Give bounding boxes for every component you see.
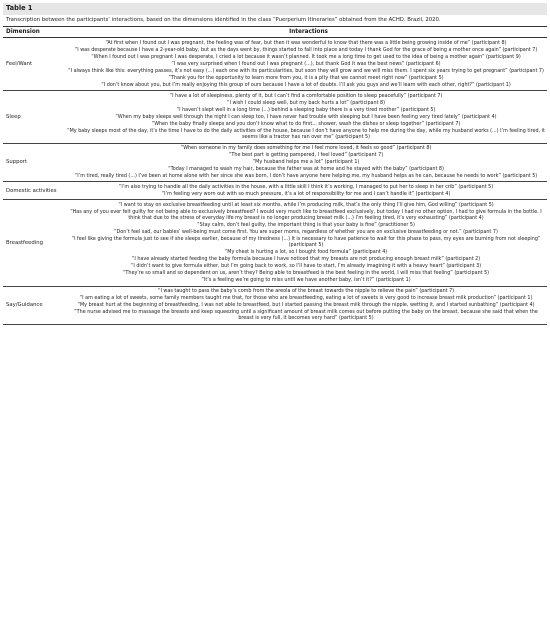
interactions-cell <box>67 91 547 142</box>
interaction-quote: “My baby sleeps most of the day, it’s the time I have to do the daily activities of the house, because I don’t have anyone to help me during the day, while my husband works (...) I’m feeling tired, it seems like a tractor has ran over me” (participant 5) <box>67 127 545 140</box>
interaction-quote: “I wish I could sleep well, but my back hurts a lot” (participant 8) <box>226 99 386 106</box>
interaction-quote: “It’s a feeling we’re going to miss until we have another baby, isn’t it?” (participant 1) <box>201 277 411 284</box>
interaction-quote: “Today I managed to wash my hair, because the father was at home and he stayed with the baby” (participant 8) <box>168 165 444 172</box>
interactions-cell <box>67 182 547 199</box>
interaction-quote: “When someone in my family does something for me I feel more loved, it feels so good” (participant 8) <box>180 144 432 151</box>
table-label: Table 1 <box>3 3 547 15</box>
interaction-quote: “I feel like giving the formula just to see if she sleeps earlier, because of my tiredness (...) It is necessary to have patience to wait for this phase to pass, my eyes are burning from not sleeping” (participant 5) <box>71 236 541 249</box>
interaction-quote: “I don’t know about you, but I’m really enjoying this group of ours because I have a lot of doubts. I’ll ask you guys and we’ll learn with each other, right?” (participant 1) <box>101 81 511 88</box>
interactions-cell <box>67 287 547 324</box>
dimension-cell: Say/Guidance <box>6 302 43 309</box>
interaction-quote: “When I found out I was pregnant I was desperate, I cried a lot because it wasn’t planned. It took me a long time to get used to the idea of being a mother again” (participant 9) <box>91 53 521 60</box>
interaction-quote: “Don’t feel sad, our babies’ well-being must come first. You are super moms, regardless of whether you are on exclusive breastfeeding or not.” (participant 7) <box>114 229 498 236</box>
interaction-quote: “My breast hurt at the beginning of breastfeeding, I was not able to breastfeed, but I started passing the breast milk through the nipple, wetting it, and I started sunbathing” (participant 4) <box>77 302 535 309</box>
interaction-quote: “I’m also trying to handle all the daily activities in the house, with a little skill I think it’s working, I managed to put her to sleep in her crib” (participant 5) <box>118 183 494 190</box>
interaction-quote: “I have a lot of sleepiness, plenty of it, but I can’t find a comfortable position to sleep peacefully” (participant 7) <box>169 92 443 99</box>
interactions-cell <box>67 38 547 90</box>
interaction-quote: “My chest is hurting a lot, so I bought food formula” (participant 4) <box>224 249 388 256</box>
interaction-quote: “Stay calm, don’t feel guilty, the important thing is that your baby is fine” (practitioner 5) <box>197 222 415 229</box>
interaction-quote: “I’m feeling very worn out with so much pressure, it’s a lot of responsibility for me and I can’t handle it” (participant 4) <box>161 190 451 197</box>
dimension-cell: Domestic activities <box>6 187 57 194</box>
interaction-quote: “When my baby sleeps well through the night I can sleep too, I have never had trouble with sleeping but I have been feeling very tired lately” (participant 4) <box>115 113 497 120</box>
dimension-cell: Feel/Want <box>6 60 33 67</box>
interaction-quote: “When the baby finally sleeps and you don’t know what to do first... shower, wash the dishes or sleep together” (participant 7) <box>151 120 461 127</box>
table-row <box>3 91 547 143</box>
interaction-quote: “Has any of you ever felt guilty for not being able to exclusively breastfeed? I would very much like to breastfeed exclusively, but today I had no other option, I had to give formula in the bottle. I think that due to the stress of everyday life my breast is no longer producing breast milk (...) I’m feeling tired, it’s very exhausting” (participant 4) <box>70 208 542 222</box>
interaction-quote: “I haven’t slept well in a long time (...) behind a sleeping baby there is a very tired mother” (participant 5) <box>176 106 436 113</box>
interaction-quote: “I was taught to pass the baby’s comb from the areola of the breast towards the nipple to relieve the pain” (participant 7) <box>157 288 455 295</box>
interaction-quote: “The best part is getting pampered, I feel loved” (participant 7) <box>228 151 384 158</box>
interactions-cell <box>67 144 547 182</box>
interaction-quote: “I want to stay on exclusive breastfeeding until at least six months, while I’m producing milk, that’s the only thing I’ll give him, God willing” (participant 5) <box>118 201 494 208</box>
interaction-quote: “At first when I found out I was pregnant, the feeling was of fear, but then it was wonderful to know that there was a little being growing inside of me” (participant 8) <box>105 39 507 46</box>
interaction-quote: “They’re so small and so dependent on us, aren’t they? Being able to breastfeed is the best feeling in the world, I will miss that feeling” (participant 5) <box>122 270 490 277</box>
interaction-quote: “My husband helps me a lot” (participant 1) <box>252 158 360 165</box>
interaction-quote: “Thank you for the opportunity to learn more from you, it is a pity that we cannot meet right now” (participant 5) <box>168 74 444 81</box>
interaction-quote: “The nurse advised me to massage the breasts and keep squeezing until a significant amount of breast milk comes out before putting the baby on the breast, because she said that when the breast is very full, it becomes very hard” (participant 5) <box>74 309 538 322</box>
table-row <box>3 144 547 183</box>
table-row <box>3 182 547 200</box>
table-header <box>3 27 547 38</box>
header-interactions: Interactions <box>289 29 328 36</box>
dimension-cell: Support <box>6 159 27 166</box>
table-row <box>3 38 547 91</box>
header-dimension: Dimension <box>6 29 40 36</box>
interaction-quote: “I have already started feeding the baby formula because I have noticed that my breasts are not producing enough breast milk” (participant 2) <box>131 256 481 263</box>
interaction-quote: “I was desperate because I have a 2-year-old baby, but as the days went by, things started to fall into place and today I thank God for the grace of being a mother once again” (participant 7) <box>74 46 538 53</box>
dimension-cell: Sleep <box>6 113 21 120</box>
dimension-cell: Breastfeeding <box>6 239 43 246</box>
interaction-quote: “I didn’t want to give formula either, but I’m going back to work, so I’ll have to start, I’m already imagining it with a heavy heart” (participant 3) <box>130 263 482 270</box>
table-row <box>3 287 547 325</box>
table-body <box>3 38 547 325</box>
interaction-quote: “I was very surprised when I found out I was pregnant (...), but thank God it was the best news” (participant 6) <box>171 60 441 67</box>
interaction-quote: “I always think like this: everything passes, it’s not easy (...) each one with its particularities, but soon they will grow and we will miss them. I spent six years trying to get pregnant” (participant 7) <box>68 67 544 74</box>
table-row <box>3 200 547 286</box>
interactions-cell <box>67 200 547 285</box>
table-caption: Transcription between the participants’ interactions, based on the dimensions identified in the class “Puerperium Itineraries” obtained from the ACHD. Brazil, 2020. <box>3 15 547 28</box>
interaction-quote: “I’m tired, really tired (...) I’ve been at home alone with her since she was born, I don’t have anyone here helping me, my husband helps as he can, because he needs to work” (participant 5) <box>74 172 538 179</box>
interaction-quote: “I am eating a lot of sweets, some family members taught me that, for those who are breastfeeding, eating a lot of sweets is very good to increase breast milk production” (participant 1) <box>79 295 533 302</box>
